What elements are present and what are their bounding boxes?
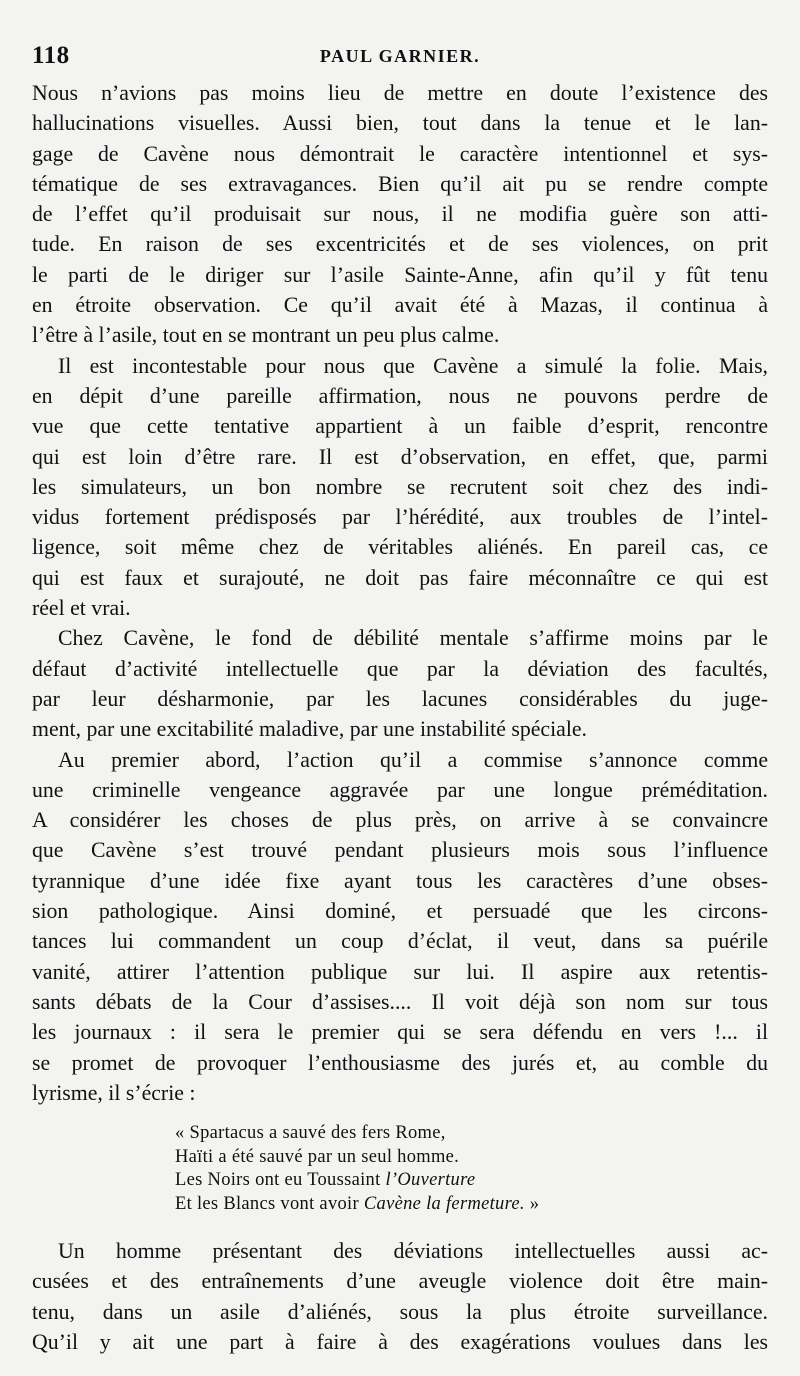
text-line: lyrisme, il s’écrie : [32, 1080, 196, 1105]
text-line: en dépit d’une pareille affirmation, nous ne pouvons perdre de [32, 383, 768, 408]
text-line: tyrannique d’une idée fixe ayant tous les caractères d’une obses- [32, 868, 768, 893]
text-line: vanité, attirer l’attention publique sur lui. Il aspire aux retentis- [32, 959, 768, 984]
verse-line [175, 1169, 768, 1193]
text-line: ligence, soit même chez de véritables aliénés. En pareil cas, ce [32, 535, 768, 560]
text-line: Un homme présentant des déviations intellectuelles aussi ac- [58, 1239, 768, 1264]
text-line: vue que cette tentative appartient à un faible d’esprit, rencontre [32, 414, 768, 439]
page-header [32, 40, 768, 76]
verse-italic: Cavène la fermeture. [363, 1193, 525, 1214]
text-line: que Cavène s’est trouvé pendant plusieurs mois sous l’influence [32, 838, 768, 863]
text-line: les journaux : il sera le premier qui se sera défendu en vers !... il [32, 1020, 768, 1045]
text-line: Nous n’avions pas moins lieu de mettre en doute l’existence des [32, 81, 768, 105]
text-line: A considérer les choses de plus près, on arrive à se convaincre [32, 808, 768, 833]
text-line: qui est loin d’être rare. Il est d’observation, en effet, que, parmi [32, 444, 768, 469]
text-line: Il est incontestable pour nous que Cavène a simulé la folie. Mais, [58, 353, 768, 378]
text-line: cusées et des entraînements d’une aveugle violence doit être main- [32, 1269, 768, 1294]
verse-line: Haïti a été sauvé par un seul homme. [175, 1146, 460, 1167]
text-line: hallucinations visuelles. Aussi bien, tout dans la tenue et le lan- [32, 111, 768, 136]
text-line: sants débats de la Cour d’assises.... Il voit déjà son nom sur tous [32, 989, 768, 1014]
text-line: ment, par une excitabilité maladive, par une instabilité spéciale. [32, 717, 588, 742]
page-number: 118 [32, 42, 70, 69]
text-line: l’être à l’asile, tout en se montrant un peu plus calme. [32, 323, 500, 348]
verse-text: » [524, 1193, 540, 1214]
text-line: tématique de ses extravagances. Bien qu’il ait pu se rendre compte [32, 171, 768, 196]
paragraph-2 [32, 351, 768, 624]
verse-text: Les Noirs ont eu Toussaint [175, 1170, 386, 1191]
text-line: vidus fortement prédisposés par l’hérédité, aux troubles de l’intel- [32, 505, 768, 530]
verse-quotation [175, 1122, 768, 1216]
verse-line [175, 1193, 768, 1217]
text-line: par leur désharmonie, par les lacunes considérables du juge- [32, 686, 768, 711]
paragraph-3 [32, 623, 768, 744]
text-line: Qu’il y ait une part à faire à des exagérations voulues dans les [32, 1329, 768, 1354]
text-line: défaut d’activité intellectuelle que par la déviation des facultés, [32, 656, 768, 681]
text-line: réel et vrai. [32, 596, 131, 621]
paragraph-5 [32, 1236, 768, 1357]
verse-text: Et les Blancs vont avoir [175, 1193, 364, 1214]
text-line: tude. En raison de ses excentricités et de ses violences, on prit [32, 232, 768, 257]
text-line: une criminelle vengeance aggravée par une longue préméditation. [32, 777, 768, 802]
text-line: tances lui commandent un coup d’éclat, il veut, dans sa puérile [32, 929, 768, 954]
body-text [32, 78, 768, 1357]
text-line: qui est faux et surajouté, ne doit pas faire méconnaître ce qui est [32, 565, 768, 590]
running-head: PAUL GARNIER. [319, 46, 481, 66]
text-line: Au premier abord, l’action qu’il a commise s’annonce comme [58, 747, 768, 772]
text-line: Chez Cavène, le fond de débilité mentale s’affirme moins par le [58, 626, 768, 651]
text-line: les simulateurs, un bon nombre se recrutent soit chez des indi- [32, 474, 768, 499]
text-line: sion pathologique. Ainsi dominé, et persuadé que les circons- [32, 899, 768, 924]
verse-line: « Spartacus a sauvé des fers Rome, [175, 1123, 446, 1144]
paragraph-1 [32, 78, 768, 351]
text-line: tenu, dans un asile d’aliénés, sous la plus étroite surveillance. [32, 1299, 768, 1324]
text-line: gage de Cavène nous démontrait le caractère intentionnel et sys- [32, 141, 768, 166]
text-line: se promet de provoquer l’enthousiasme des jurés et, au comble du [32, 1050, 768, 1075]
paragraph-4 [32, 745, 768, 1109]
text-line: en étroite observation. Ce qu’il avait été à Mazas, il continua à [32, 293, 768, 318]
text-line: le parti de le diriger sur l’asile Sainte-Anne, afin qu’il y fût tenu [32, 262, 768, 287]
verse-italic: l’Ouverture [385, 1170, 476, 1191]
text-line: de l’effet qu’il produisait sur nous, il ne modifia guère son atti- [32, 202, 768, 227]
